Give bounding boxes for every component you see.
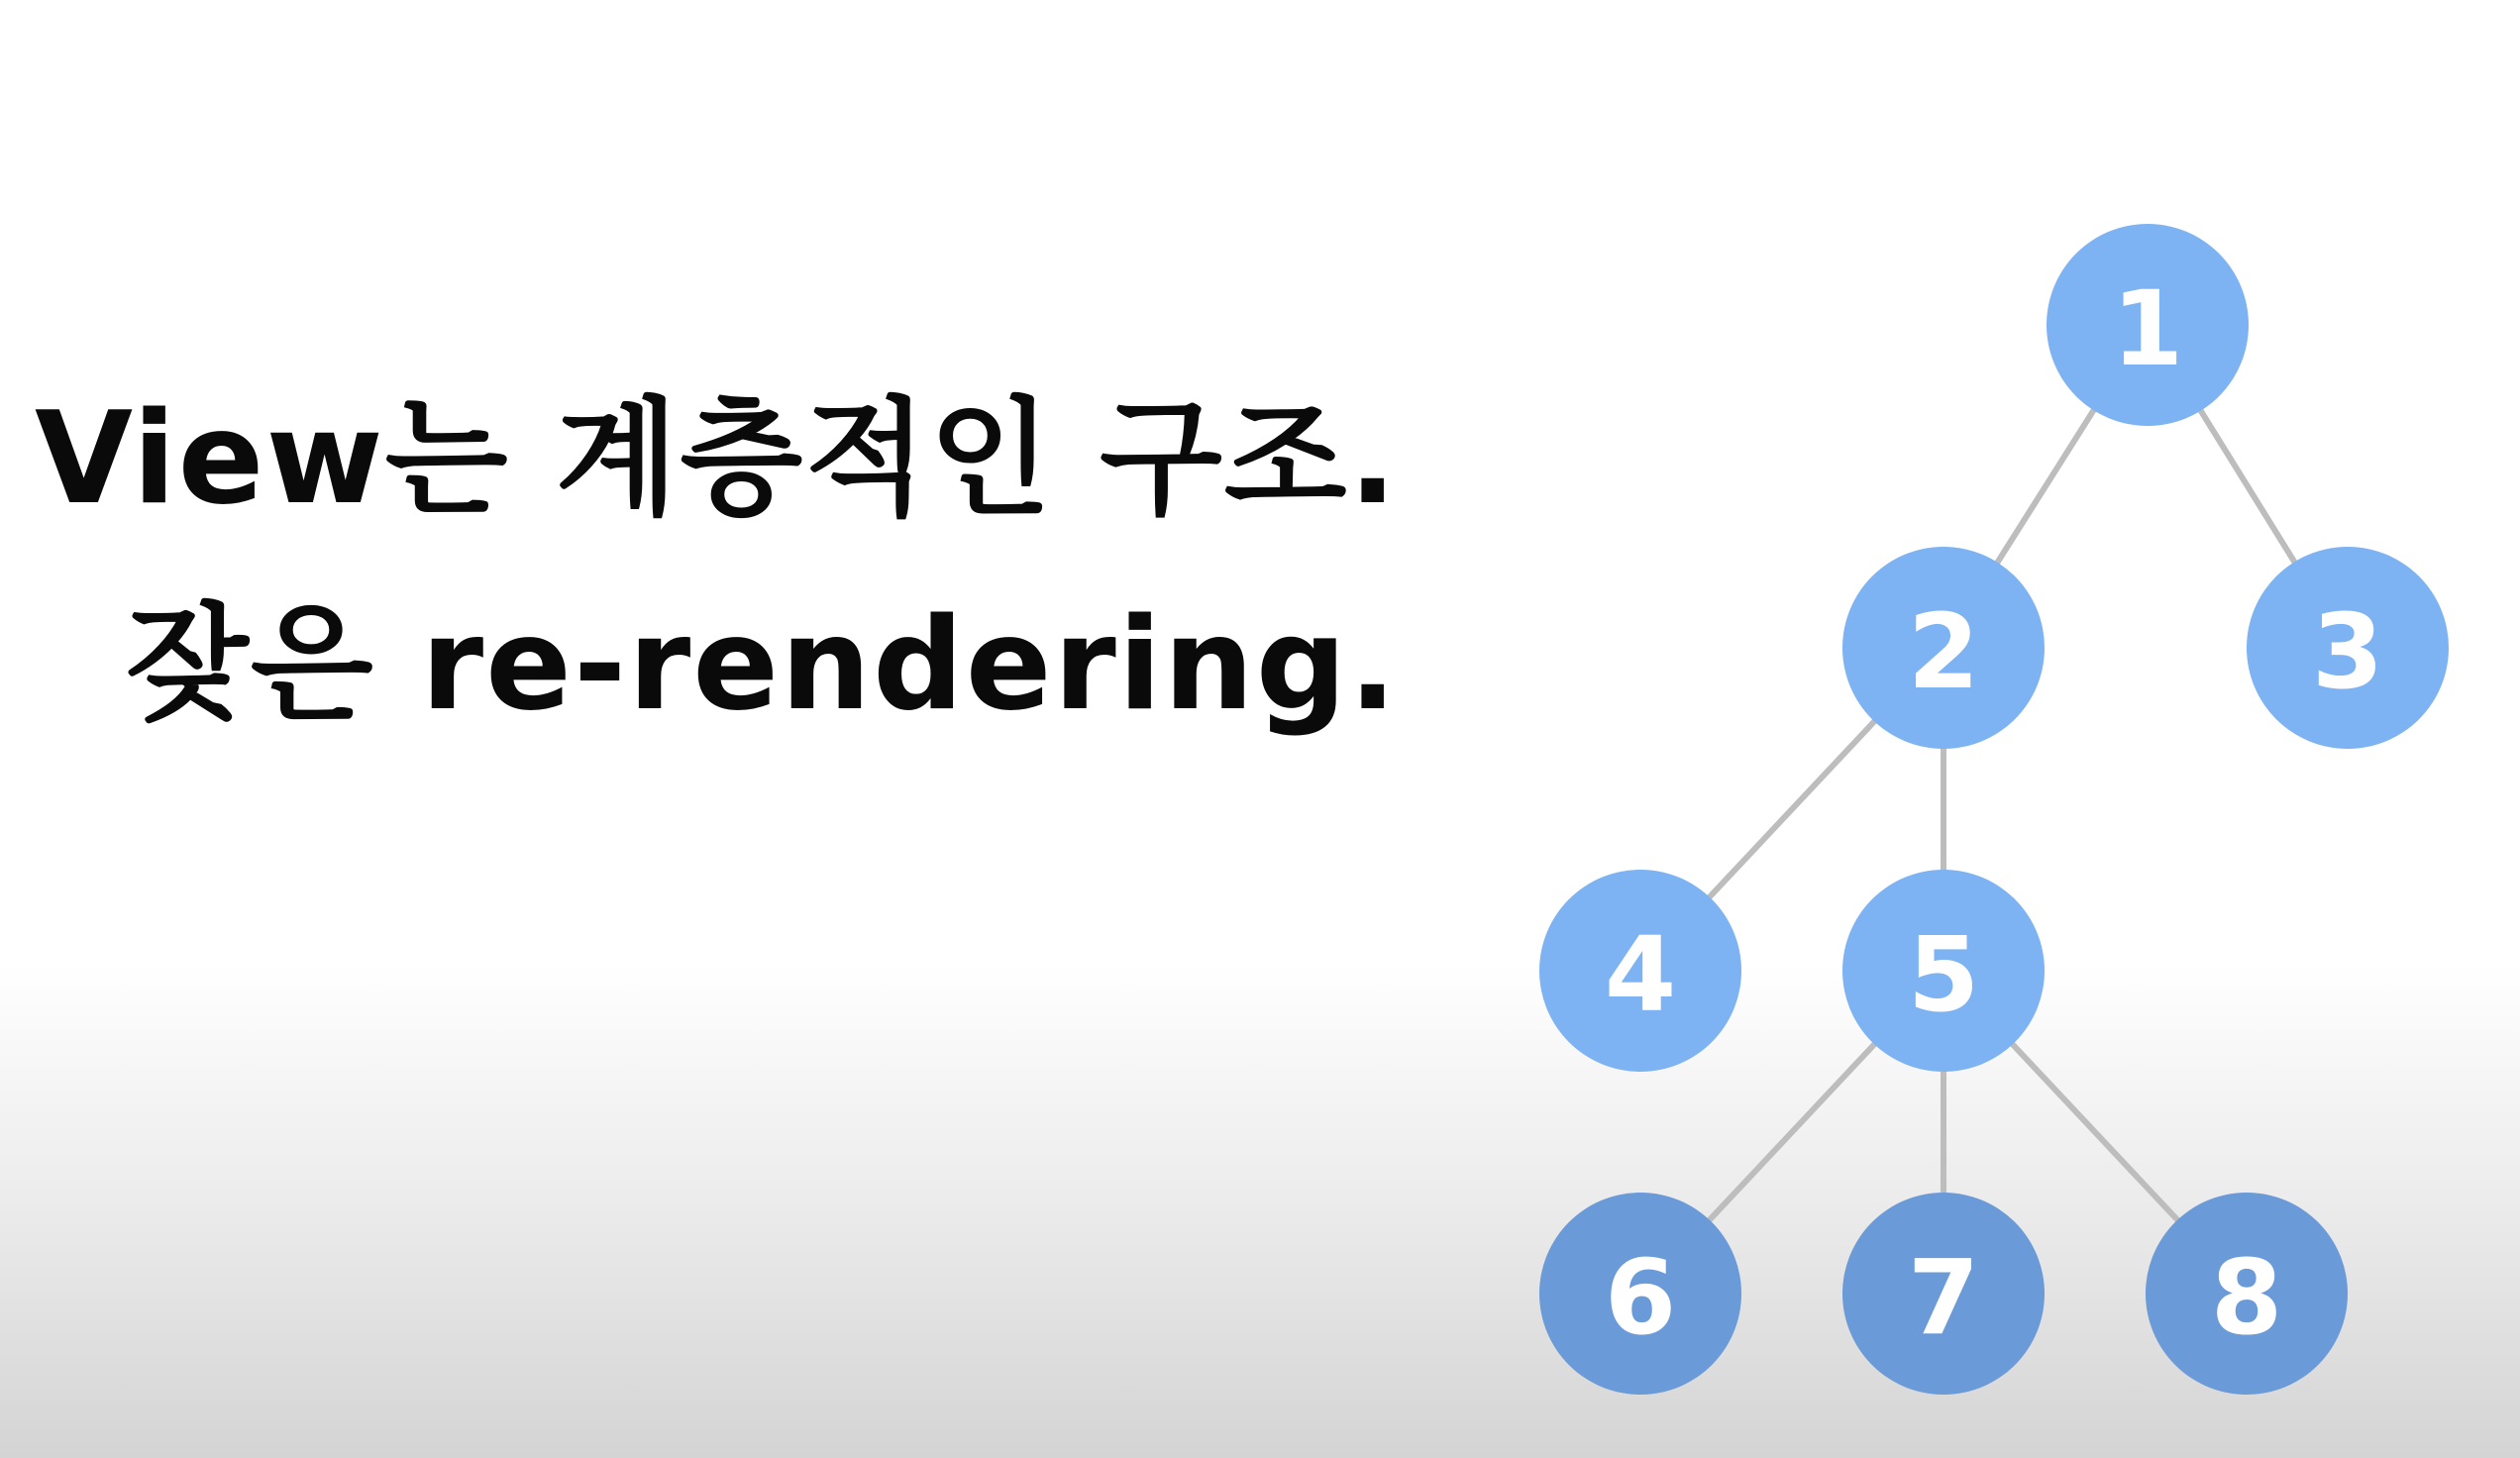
tree-node-2	[1842, 547, 2045, 749]
tree-node-4	[1539, 870, 1741, 1072]
tree-node-3	[2247, 547, 2449, 749]
tree-node-label-7: 7	[1907, 1237, 1980, 1358]
tree-node-label-6: 6	[1604, 1237, 1677, 1358]
tree-node-7	[1842, 1193, 2045, 1395]
tree-node-label-3: 3	[2311, 591, 2384, 712]
tree-node-label-1: 1	[2111, 268, 2184, 389]
caption-line-2: 잦은 re-rendering.	[126, 591, 1399, 739]
tree-node-label-2: 2	[1907, 591, 1980, 712]
tree-node-label-4: 4	[1604, 914, 1677, 1035]
tree-node-8	[2146, 1193, 2348, 1395]
tree-node-label-5: 5	[1907, 914, 1980, 1035]
tree-node-5	[1842, 870, 2045, 1072]
tree-node-label-8: 8	[2210, 1237, 2283, 1358]
tree-nodes	[1539, 224, 2449, 1395]
caption-line-1: View는 계층적인 구조.	[34, 385, 1399, 533]
tree-node-1	[2047, 224, 2249, 426]
tree-edges	[1640, 325, 2348, 1294]
tree-node-6	[1539, 1193, 1741, 1395]
